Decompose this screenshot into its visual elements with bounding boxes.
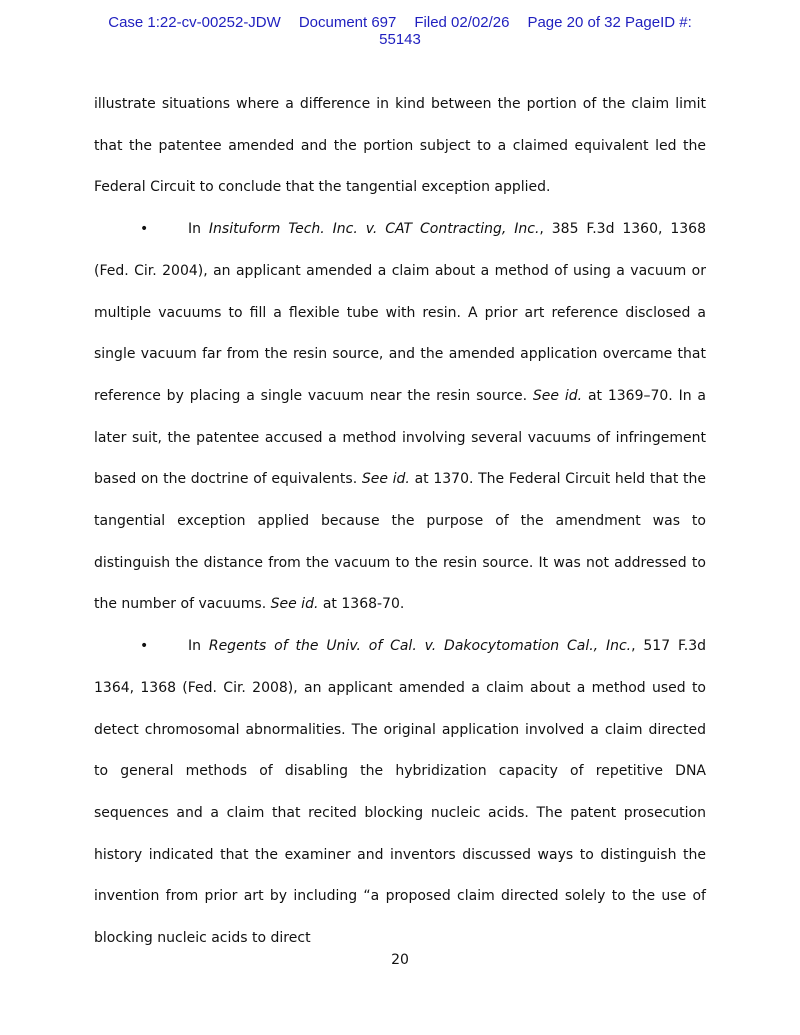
page-number: 20 bbox=[391, 952, 409, 968]
document-number: Document 697 bbox=[298, 14, 397, 31]
see-id-citation: See id. bbox=[270, 596, 319, 613]
document-body bbox=[94, 84, 706, 960]
court-filing-header bbox=[0, 14, 800, 48]
bullet-icon: • bbox=[140, 638, 149, 655]
bullet-icon: • bbox=[140, 221, 149, 238]
bullet-text: , 517 F.3d 1364, 1368 (Fed. Cir. 2008), an applicant amended a claim about a method used to detect chromosomal abnormalities. The original application involved a claim directed to general methods of disabling the hybridization capacity of repetitive DNA sequences and a claim that recited blocking nucleic acids. The patent prosecution history indicated that the examiner and inventors discussed ways to distinguish the invention from prior art by including “a proposed claim directed solely to the use of blocking nucleic acids to direct bbox=[94, 638, 706, 947]
page-id: 55143 bbox=[379, 31, 421, 48]
see-id-citation: See id. bbox=[532, 387, 583, 404]
case-citation: Regents of the Univ. of Cal. v. Dakocytomation Cal., Inc. bbox=[208, 638, 632, 655]
bullet-item-regents bbox=[94, 626, 706, 960]
bullet-text: at 1369–70. In a later suit, the patentee accused a method involving several vacuums of infringement based on the doctrine of equivalents. bbox=[94, 387, 706, 488]
see-id-citation: See id. bbox=[361, 471, 410, 488]
case-citation: Insituform Tech. Inc. v. CAT Contracting, Inc. bbox=[208, 221, 540, 238]
bullet-text: at 1368-70. bbox=[318, 596, 405, 613]
bullet-lead: In bbox=[188, 221, 209, 238]
bullet-lead: In bbox=[188, 638, 209, 655]
paragraph-continued: illustrate situations where a difference in kind between the portion of the claim limit that the patentee amended and the portion subject to a claimed equivalent led the Federal Circuit to conclude that the tangential exception applied. bbox=[94, 96, 706, 196]
bullet-item-insituform bbox=[94, 209, 706, 626]
header-line-2 bbox=[0, 31, 800, 48]
bullet-text: at 1370. The Federal Circuit held that the tangential exception applied because the purpose of the amendment was to distinguish the distance from the vacuum to the resin source. It was not addressed to the number of vacuums. bbox=[94, 471, 706, 613]
header-line-1 bbox=[0, 14, 800, 31]
case-number: Case 1:22-cv-00252-JDW bbox=[108, 14, 281, 31]
page-info: Page 20 of 32 PageID #: bbox=[527, 14, 692, 31]
bullet-text: , 385 F.3d 1360, 1368 (Fed. Cir. 2004), an applicant amended a claim about a method of using a vacuum or multiple vacuums to fill a flexible tube with resin. A prior art reference disclosed a single vacuum far from the resin source, and the amended application overcame that reference by placing a single vacuum near the resin source. bbox=[94, 221, 706, 404]
filed-date: Filed 02/02/26 bbox=[414, 14, 510, 31]
